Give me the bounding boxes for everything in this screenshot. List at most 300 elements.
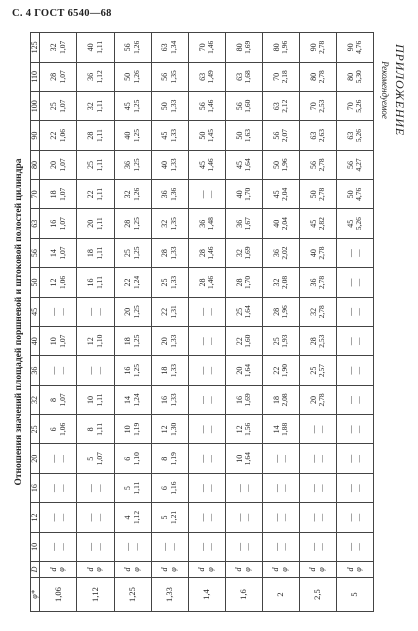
table-cell — [40, 473, 77, 502]
row-phi-label: 5 — [336, 578, 373, 612]
cell-d-value: 25 — [160, 278, 170, 287]
row-variable-labels — [188, 562, 225, 578]
cell-phi-value: — — [242, 513, 252, 522]
cell-phi-value: — — [354, 513, 364, 522]
page-header: С. 4 ГОСТ 6540—68 — [12, 8, 112, 19]
table-caption: Отношения значений площадей поршневой и штоковой полостей цилиндра — [14, 158, 24, 486]
cell-d-value: — — [308, 425, 318, 434]
cell-d-value: 18 — [271, 395, 281, 404]
cell-phi-value: 1,12 — [131, 510, 141, 524]
column-header: 63 — [31, 209, 40, 238]
table-row — [151, 33, 188, 612]
table-cell — [299, 238, 336, 267]
cell-d-value: 56 — [271, 131, 281, 140]
cell-phi-value: — — [354, 484, 364, 492]
table-cell — [114, 180, 151, 209]
cell-phi-value: 2,78 — [317, 305, 327, 319]
table-cell — [299, 209, 336, 238]
table-cell — [40, 415, 77, 444]
cell-phi-value: 1,63 — [242, 129, 252, 143]
table-cell — [77, 92, 114, 121]
table-cell — [77, 180, 114, 209]
cell-d-value: — — [345, 425, 355, 434]
cell-d-value: — — [160, 542, 170, 551]
cell-phi-value: 1,45 — [205, 129, 215, 143]
table-cell — [77, 33, 114, 63]
table-cell — [225, 180, 262, 209]
column-header: 100 — [31, 92, 40, 121]
cell-d-value: 25 — [49, 102, 59, 111]
cell-d-value: 28 — [197, 278, 207, 287]
row-phi-label: 1,25 — [114, 578, 151, 612]
table-cell — [188, 209, 225, 238]
cell-phi-value: 1,60 — [242, 99, 252, 113]
table-cell — [225, 62, 262, 91]
cell-phi-value: — — [242, 543, 252, 551]
table-cell — [336, 92, 373, 121]
cell-phi-value: — — [94, 484, 104, 492]
table-cell — [299, 150, 336, 179]
cell-phi-value: 1,88 — [280, 422, 290, 436]
table-cell — [114, 385, 151, 414]
cell-d-value: — — [86, 484, 96, 493]
cell-phi-value: 2,78 — [317, 393, 327, 407]
cell-phi-value: — — [205, 425, 215, 434]
cell-phi-value: 4,27 — [354, 158, 364, 172]
table-cell — [225, 150, 262, 179]
cell-phi-value: — — [317, 513, 327, 522]
cell-d-value: 10 — [86, 395, 96, 404]
cell-phi-value: 1,25 — [131, 129, 141, 143]
table-cell — [151, 180, 188, 209]
cell-phi-value: — — [131, 543, 141, 551]
table-cell — [40, 33, 77, 63]
cell-phi-value: 1,11 — [94, 217, 104, 231]
table-cell — [225, 121, 262, 150]
variable-d-label: d — [345, 567, 355, 572]
cell-phi-value: 1,26 — [131, 70, 141, 84]
cell-phi-value: 1,07 — [94, 452, 104, 466]
cell-d-value: — — [123, 542, 133, 551]
cell-d-value: 28 — [271, 307, 281, 316]
table-cell — [299, 356, 336, 385]
table-cell — [114, 532, 151, 561]
cell-phi-value: 1,46 — [205, 158, 215, 172]
table-cell — [336, 62, 373, 91]
cell-d-value: 80 — [308, 72, 318, 81]
cell-phi-value: 2,04 — [280, 217, 290, 231]
table-cell — [336, 532, 373, 561]
cell-d-value: 8 — [49, 397, 59, 402]
table-cell — [40, 297, 77, 326]
cell-phi-value: 2,78 — [317, 187, 327, 201]
cell-d-value: 28 — [123, 219, 133, 228]
table-cell — [40, 150, 77, 179]
cell-d-value: — — [345, 395, 355, 404]
table-row — [77, 33, 114, 612]
table-cell — [225, 503, 262, 532]
cell-phi-value: 1,36 — [168, 187, 178, 201]
table-cell — [40, 238, 77, 267]
column-header: 20 — [31, 444, 40, 473]
table-cell — [336, 415, 373, 444]
variable-d-label: d — [160, 567, 170, 572]
cell-phi-value: — — [280, 543, 290, 551]
cell-d-value: 56 — [197, 102, 207, 111]
cell-d-value: 20 — [49, 160, 59, 169]
cell-d-value: 45 — [234, 160, 244, 169]
table-cell — [262, 503, 299, 532]
row-phi-label: 2,5 — [299, 578, 336, 612]
cell-phi-value: 5,26 — [354, 217, 364, 231]
cell-phi-value: 1,90 — [280, 364, 290, 378]
table-cell — [188, 503, 225, 532]
cell-phi-value: — — [205, 484, 215, 492]
cell-d-value: 28 — [160, 249, 170, 258]
cell-d-value: 40 — [271, 219, 281, 228]
cell-d-value: 12 — [86, 337, 96, 346]
table-cell — [114, 268, 151, 297]
row-phi-label: 1,06 — [40, 578, 77, 612]
cell-d-value: 45 — [345, 219, 355, 228]
cell-phi-value: — — [57, 484, 67, 492]
table-cell — [40, 268, 77, 297]
cell-d-value: — — [345, 278, 355, 287]
cell-phi-value: 1,48 — [205, 217, 215, 231]
variable-phi-label: φ — [168, 567, 178, 572]
cell-d-value: 36 — [86, 72, 96, 81]
cell-d-value: 16 — [86, 278, 96, 287]
table-cell — [299, 268, 336, 297]
table-cell — [299, 92, 336, 121]
cell-d-value: — — [197, 513, 207, 522]
cell-d-value: 14 — [123, 395, 133, 404]
cell-d-value: 56 — [123, 43, 133, 52]
cell-phi-value: — — [205, 190, 215, 199]
table-cell — [40, 532, 77, 561]
column-header: 70 — [31, 180, 40, 209]
cell-phi-value: 1,11 — [131, 481, 141, 495]
table-cell — [262, 444, 299, 473]
cell-phi-value: — — [94, 543, 104, 551]
cell-phi-value: 2,04 — [280, 187, 290, 201]
cell-phi-value: — — [57, 366, 67, 375]
cell-phi-value: 1,25 — [131, 364, 141, 378]
cell-phi-value: 1,35 — [168, 217, 178, 231]
table-cell — [336, 121, 373, 150]
table-cell — [336, 444, 373, 473]
cell-d-value: — — [308, 542, 318, 551]
cell-phi-value: 1,07 — [57, 334, 67, 348]
cell-phi-value: 1,33 — [168, 275, 178, 289]
cell-phi-value: 2,08 — [280, 393, 290, 407]
table-cell — [336, 473, 373, 502]
cell-d-value: 28 — [49, 72, 59, 81]
table-cell — [262, 238, 299, 267]
cell-phi-value: 1,11 — [94, 158, 104, 172]
cell-phi-value: 1,24 — [131, 275, 141, 289]
table-cell — [188, 62, 225, 91]
table-cell — [188, 356, 225, 385]
variable-phi-label: φ — [316, 567, 326, 572]
table-cell — [188, 327, 225, 356]
cell-phi-value: 1,10 — [131, 452, 141, 466]
table-cell — [151, 473, 188, 502]
cell-phi-value: 1,70 — [242, 187, 252, 201]
table-cell — [40, 180, 77, 209]
cell-phi-value: 1,25 — [131, 99, 141, 113]
cell-d-value: — — [345, 337, 355, 346]
variable-d-label: d — [271, 567, 281, 572]
row-variable-labels — [299, 562, 336, 578]
cell-d-value: — — [234, 542, 244, 551]
cell-d-value: 22 — [160, 307, 170, 316]
table-row — [262, 33, 299, 612]
row-variable-labels — [262, 562, 299, 578]
row-variable-labels — [151, 562, 188, 578]
table-cell — [336, 33, 373, 63]
cell-phi-value: — — [354, 308, 364, 316]
table-cell — [262, 356, 299, 385]
cell-d-value: 63 — [345, 131, 355, 140]
cell-d-value: — — [49, 307, 59, 316]
table-cell — [77, 150, 114, 179]
table-cell — [299, 415, 336, 444]
cell-phi-value: 2,78 — [317, 158, 327, 172]
table-cell — [151, 503, 188, 532]
table-cell — [225, 33, 262, 63]
table-cell — [77, 327, 114, 356]
cell-d-value: 12 — [160, 425, 170, 434]
cell-d-value: — — [86, 513, 96, 522]
table-cell — [151, 532, 188, 561]
table-cell — [151, 356, 188, 385]
cell-phi-value: — — [94, 513, 104, 522]
cell-phi-value: 1,06 — [57, 129, 67, 143]
table-cell — [114, 327, 151, 356]
cell-d-value: 20 — [86, 219, 96, 228]
cell-phi-value: 1,96 — [280, 158, 290, 172]
cell-d-value: 70 — [197, 43, 207, 52]
cell-phi-value: 1,33 — [168, 334, 178, 348]
cell-d-value: — — [197, 190, 207, 199]
cell-d-value: 28 — [197, 249, 207, 258]
table-cell — [188, 415, 225, 444]
cell-phi-value: 1,69 — [242, 393, 252, 407]
cell-d-value: 50 — [123, 72, 133, 81]
cell-phi-value: 2,53 — [317, 334, 327, 348]
column-header: 50 — [31, 268, 40, 297]
cell-phi-value: 4,76 — [354, 40, 364, 54]
table-cell — [262, 209, 299, 238]
row-variable-labels — [225, 562, 262, 578]
cell-phi-value: 1,07 — [57, 40, 67, 54]
table-cell — [77, 356, 114, 385]
table-row — [40, 33, 77, 612]
cell-phi-value: — — [280, 454, 290, 463]
column-header: 45 — [31, 297, 40, 326]
table-cell — [114, 33, 151, 63]
cell-phi-value: 2,12 — [280, 99, 290, 113]
cell-d-value: 22 — [234, 337, 244, 346]
table-cell — [40, 385, 77, 414]
cell-phi-value: 1,19 — [131, 422, 141, 436]
cell-phi-value: 2,18 — [280, 70, 290, 84]
variable-d-label: d — [123, 567, 133, 572]
cell-d-value: 20 — [234, 366, 244, 375]
cell-d-value: 50 — [308, 190, 318, 199]
column-header: 90 — [31, 121, 40, 150]
table-cell — [114, 62, 151, 91]
table-cell — [77, 444, 114, 473]
cell-phi-value: — — [205, 337, 215, 345]
cell-d-value: — — [49, 366, 59, 375]
table-header-row — [31, 33, 40, 612]
cell-d-value: 45 — [308, 219, 318, 228]
column-header: 32 — [31, 385, 40, 414]
table-cell — [151, 238, 188, 267]
cell-d-value: 63 — [234, 72, 244, 81]
table-cell — [151, 268, 188, 297]
cell-d-value: 25 — [86, 160, 96, 169]
cell-phi-value: 2,63 — [317, 129, 327, 143]
table-cell — [151, 415, 188, 444]
table-cell — [188, 238, 225, 267]
variable-phi-label: φ — [279, 567, 289, 572]
cell-phi-value: 1,25 — [131, 217, 141, 231]
table-cell — [77, 503, 114, 532]
variable-phi-label: φ — [57, 567, 67, 572]
cell-phi-value: — — [205, 308, 215, 316]
table-cell — [77, 121, 114, 150]
table-cell — [225, 209, 262, 238]
cell-d-value: 56 — [160, 72, 170, 81]
table-cell — [262, 268, 299, 297]
cell-d-value: 12 — [49, 278, 59, 287]
table-cell — [40, 121, 77, 150]
column-header: 36 — [31, 356, 40, 385]
table-cell — [336, 209, 373, 238]
cell-d-value: 36 — [197, 219, 207, 228]
table-cell — [188, 121, 225, 150]
table-cell — [77, 297, 114, 326]
table-cell — [188, 297, 225, 326]
cell-phi-value: 1,34 — [168, 40, 178, 54]
cell-d-value: 28 — [308, 337, 318, 346]
cell-phi-value: 1,46 — [205, 246, 215, 260]
cell-phi-value: — — [317, 425, 327, 434]
cell-d-value: — — [197, 484, 207, 493]
cell-phi-value: 1,06 — [57, 422, 67, 436]
cell-d-value: — — [345, 513, 355, 522]
cell-d-value: 18 — [160, 366, 170, 375]
cell-d-value: 32 — [123, 190, 133, 199]
cell-phi-value: 1,19 — [168, 452, 178, 466]
cell-d-value: 10 — [123, 425, 133, 434]
row-variable-labels — [336, 562, 373, 578]
cell-phi-value: 1,60 — [242, 334, 252, 348]
cell-d-value: — — [86, 366, 96, 375]
cell-d-value: 80 — [271, 43, 281, 52]
cell-d-value: 16 — [49, 219, 59, 228]
cell-d-value: 50 — [160, 102, 170, 111]
table-cell — [225, 473, 262, 502]
cell-d-value: 16 — [160, 395, 170, 404]
cell-phi-value: 1,96 — [280, 305, 290, 319]
cell-d-value: — — [345, 542, 355, 551]
cell-d-value: 40 — [234, 190, 244, 199]
cell-d-value: 32 — [86, 102, 96, 111]
variable-d-label: d — [197, 567, 207, 572]
table-cell — [188, 473, 225, 502]
cell-phi-value: — — [94, 308, 104, 316]
appendix-subtitle: Рекомендуемое — [380, 61, 390, 119]
cell-phi-value: 5,26 — [354, 129, 364, 143]
table-cell — [262, 180, 299, 209]
cell-d-value: 14 — [49, 249, 59, 258]
ratio-table — [30, 32, 374, 612]
column-header: 25 — [31, 415, 40, 444]
cell-d-value: 4 — [123, 515, 133, 520]
table-cell — [114, 121, 151, 150]
cell-d-value: 25 — [308, 366, 318, 375]
cell-phi-value: 1,46 — [205, 40, 215, 54]
variable-phi-label: φ — [353, 567, 363, 572]
table-cell — [299, 327, 336, 356]
cell-phi-value: 1,68 — [242, 70, 252, 84]
cell-phi-value: — — [354, 337, 364, 345]
cell-d-value: 32 — [271, 278, 281, 287]
cell-d-value: — — [197, 307, 207, 316]
table-cell — [262, 532, 299, 561]
table-cell — [77, 209, 114, 238]
cell-phi-value: — — [205, 543, 215, 551]
cell-phi-value: 1,49 — [205, 70, 215, 84]
column-header: 40 — [31, 327, 40, 356]
cell-d-value: 32 — [308, 307, 318, 316]
cell-d-value: 10 — [234, 454, 244, 463]
cell-d-value: 18 — [86, 249, 96, 258]
cell-phi-value: 1,07 — [57, 70, 67, 84]
cell-d-value: — — [49, 513, 59, 522]
table-cell — [225, 444, 262, 473]
cell-phi-value: 1,21 — [168, 510, 178, 524]
column-header: 110 — [31, 62, 40, 91]
cell-d-value: 16 — [123, 366, 133, 375]
table-cell — [114, 473, 151, 502]
cell-phi-value: 2,78 — [317, 70, 327, 84]
cell-phi-value: 1,11 — [94, 129, 104, 142]
table-row — [114, 33, 151, 612]
cell-phi-value: 1,16 — [168, 481, 178, 495]
table-cell — [299, 473, 336, 502]
cell-d-value: 18 — [49, 190, 59, 199]
cell-phi-value: — — [242, 484, 252, 492]
cell-phi-value: — — [354, 278, 364, 287]
cell-phi-value: 2,08 — [280, 275, 290, 289]
cell-d-value: — — [49, 454, 59, 463]
cell-d-value: 50 — [345, 190, 355, 199]
cell-d-value: 50 — [271, 160, 281, 169]
table-cell — [225, 356, 262, 385]
cell-phi-value: 1,26 — [131, 40, 141, 54]
cell-phi-value: 1,33 — [168, 364, 178, 378]
row-variable-labels — [40, 562, 77, 578]
cell-d-value: — — [271, 542, 281, 551]
cell-d-value: — — [345, 454, 355, 463]
cell-phi-value: 2,78 — [317, 275, 327, 289]
table-cell — [188, 268, 225, 297]
